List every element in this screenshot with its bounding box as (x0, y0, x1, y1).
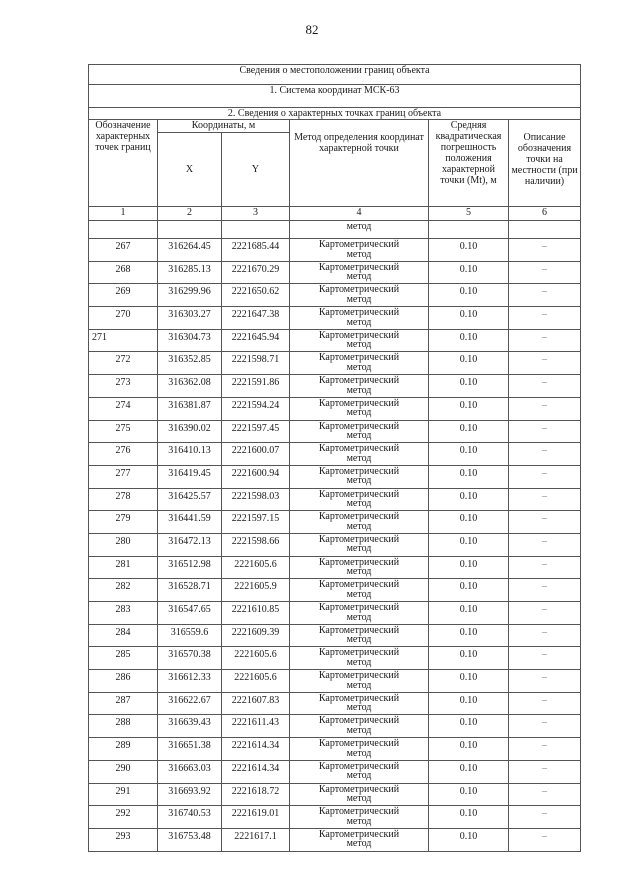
mean-error: 0.10 (429, 602, 509, 625)
point-id: 278 (89, 488, 158, 511)
coord-y: 2221610.85 (222, 602, 290, 625)
point-id: 274 (89, 397, 158, 420)
method-line1: Картометрический (318, 783, 400, 795)
description: – (509, 647, 581, 670)
method-line1: Картометрический (318, 670, 400, 682)
table-row (89, 420, 581, 443)
point-id: 291 (89, 783, 158, 806)
point-id: 277 (89, 465, 158, 488)
coordinate-system: 1. Система координат МСК-63 (89, 85, 581, 108)
coord-x: 316352.85 (158, 352, 222, 375)
coord-y: 2221605.6 (222, 556, 290, 579)
mean-error: 0.10 (429, 556, 509, 579)
table-row (89, 760, 581, 783)
method (290, 738, 429, 761)
coord-x: 316425.57 (158, 488, 222, 511)
coord-x: 316410.13 (158, 443, 222, 466)
coord-x: 316663.03 (158, 760, 222, 783)
point-id: 271 (89, 329, 158, 352)
method (290, 329, 429, 352)
description: – (509, 511, 581, 534)
method-line1: Картометрический (318, 261, 400, 273)
method (290, 239, 429, 262)
method-line2: метод (346, 679, 372, 691)
table-row (89, 533, 581, 556)
method (290, 397, 429, 420)
coord-x: 316651.38 (158, 738, 222, 761)
header-x: X (158, 133, 222, 207)
coord-x: 316547.65 (158, 602, 222, 625)
coord-x: 316639.43 (158, 715, 222, 738)
continuation-row (89, 221, 581, 239)
mean-error: 0.10 (429, 307, 509, 330)
point-id: 288 (89, 715, 158, 738)
mean-error: 0.10 (429, 352, 509, 375)
header-point-designation: Обозначение характерных точек границ (89, 120, 158, 207)
column-number: 1 (89, 207, 158, 221)
coord-y: 2221600.07 (222, 443, 290, 466)
method-line1: Картометрический (318, 624, 400, 636)
method-line1: Картометрический (318, 806, 400, 818)
header-description: Описание обозначения точки на местности (при наличии) (509, 120, 581, 207)
mean-error: 0.10 (429, 624, 509, 647)
table-row (89, 806, 581, 829)
method-line1: Картометрический (318, 692, 400, 704)
coord-x: 316299.96 (158, 284, 222, 307)
mean-error: 0.10 (429, 670, 509, 693)
mean-error: 0.10 (429, 375, 509, 398)
mean-error: 0.10 (429, 284, 509, 307)
method (290, 556, 429, 579)
mean-error: 0.10 (429, 397, 509, 420)
point-id: 289 (89, 738, 158, 761)
point-id: 276 (89, 443, 158, 466)
method-line2: метод (346, 838, 372, 850)
description: – (509, 397, 581, 420)
description: – (509, 420, 581, 443)
boundary-points-table (88, 64, 581, 852)
coord-y: 2221617.1 (222, 828, 290, 851)
description: – (509, 806, 581, 829)
coord-y: 2221607.83 (222, 692, 290, 715)
mean-error: 0.10 (429, 828, 509, 851)
description: – (509, 670, 581, 693)
table-row (89, 329, 581, 352)
method (290, 828, 429, 851)
method-line1: Картометрический (318, 715, 400, 727)
description: – (509, 329, 581, 352)
coord-x: 316264.45 (158, 239, 222, 262)
method-line2: метод (346, 498, 372, 510)
method-line1: Картометрический (318, 556, 400, 568)
description: – (509, 828, 581, 851)
header-method: Метод определения координат характерной точки (290, 120, 429, 207)
coord-y: 2221650.62 (222, 284, 290, 307)
method-line1: Картометрический (318, 488, 400, 500)
mean-error: 0.10 (429, 511, 509, 534)
table-row (89, 239, 581, 262)
table-row (89, 397, 581, 420)
method (290, 488, 429, 511)
method-line1: Картометрический (318, 443, 400, 455)
table-row (89, 670, 581, 693)
coord-y: 2221611.43 (222, 715, 290, 738)
description: – (509, 307, 581, 330)
method-line2: метод (346, 770, 372, 782)
point-id: 267 (89, 239, 158, 262)
description: – (509, 443, 581, 466)
table-row (89, 624, 581, 647)
mean-error: 0.10 (429, 647, 509, 670)
method-line2: метод (346, 248, 372, 260)
coord-y: 2221614.34 (222, 738, 290, 761)
point-id: 286 (89, 670, 158, 693)
table-row (89, 511, 581, 534)
table-row (89, 783, 581, 806)
table-row (89, 261, 581, 284)
coord-y: 2221594.24 (222, 397, 290, 420)
coord-y: 2221670.29 (222, 261, 290, 284)
coord-x: 316285.13 (158, 261, 222, 284)
coord-x: 316441.59 (158, 511, 222, 534)
method-line2: метод (346, 566, 372, 578)
point-id: 282 (89, 579, 158, 602)
coord-y: 2221647.38 (222, 307, 290, 330)
column-number: 6 (509, 207, 581, 221)
coord-y: 2221645.94 (222, 329, 290, 352)
method-line1: Картометрический (318, 828, 400, 840)
description: – (509, 261, 581, 284)
point-id: 287 (89, 692, 158, 715)
coord-y: 2221605.6 (222, 670, 290, 693)
coord-y: 2221605.9 (222, 579, 290, 602)
method-line2: метод (346, 475, 372, 487)
description: – (509, 624, 581, 647)
coord-x: 316570.38 (158, 647, 222, 670)
mean-error: 0.10 (429, 760, 509, 783)
coord-y: 2221597.15 (222, 511, 290, 534)
table-row (89, 692, 581, 715)
method-line1: Картометрический (318, 602, 400, 613)
description: – (509, 488, 581, 511)
method-line2: метод (346, 611, 372, 623)
method (290, 375, 429, 398)
method-line2: метод (346, 793, 372, 804)
table-title: Сведения о местоположении границ объекта (89, 65, 581, 85)
coord-x: 316559.6 (158, 624, 222, 647)
method-line2: метод (346, 407, 372, 419)
table-row (89, 284, 581, 307)
mean-error: 0.10 (429, 533, 509, 556)
coord-y: 2221600.94 (222, 465, 290, 488)
point-id: 283 (89, 602, 158, 625)
description: – (509, 284, 581, 307)
coord-x: 316693.92 (158, 783, 222, 806)
coord-x: 316512.98 (158, 556, 222, 579)
method (290, 670, 429, 693)
mean-error: 0.10 (429, 738, 509, 761)
coord-y: 2221605.6 (222, 647, 290, 670)
method-line1: Картометрический (318, 375, 400, 387)
mean-error: 0.10 (429, 488, 509, 511)
description: – (509, 533, 581, 556)
method-line2: метод (346, 339, 372, 351)
coord-x: 316381.87 (158, 397, 222, 420)
coord-y: 2221618.72 (222, 783, 290, 806)
description: – (509, 239, 581, 262)
header-coordinates: Координаты, м (158, 120, 290, 133)
column-number: 4 (290, 207, 429, 221)
coord-y: 2221591.86 (222, 375, 290, 398)
method (290, 284, 429, 307)
method-line1: Картометрический (318, 329, 400, 341)
table-row (89, 715, 581, 738)
mean-error: 0.10 (429, 715, 509, 738)
method (290, 602, 429, 625)
coord-x: 316390.02 (158, 420, 222, 443)
description: – (509, 352, 581, 375)
column-number: 2 (158, 207, 222, 221)
description: – (509, 579, 581, 602)
coord-y: 2221598.71 (222, 352, 290, 375)
coord-x: 316528.71 (158, 579, 222, 602)
mean-error: 0.10 (429, 239, 509, 262)
method-line2: метод (346, 361, 372, 373)
method (290, 579, 429, 602)
method-line1: Картометрический (318, 307, 400, 319)
method-line2: метод (346, 316, 372, 328)
table-row (89, 828, 581, 851)
point-id: 281 (89, 556, 158, 579)
point-id: 269 (89, 284, 158, 307)
point-id: 293 (89, 828, 158, 851)
method-line1: Картометрический (318, 284, 400, 296)
method-line1: Картометрический (318, 533, 400, 545)
description: – (509, 465, 581, 488)
coord-x: 316740.53 (158, 806, 222, 829)
method-line1: Картометрический (318, 738, 400, 750)
method-line2: метод (346, 702, 372, 714)
method-line1: Картометрический (318, 352, 400, 364)
mean-error: 0.10 (429, 465, 509, 488)
column-number: 3 (222, 207, 290, 221)
method-line1: Картометрический (318, 465, 400, 477)
table-row (89, 488, 581, 511)
coord-x: 316304.73 (158, 329, 222, 352)
method-line1: Картометрический (318, 511, 400, 523)
method (290, 443, 429, 466)
coord-y: 2221614.34 (222, 760, 290, 783)
coord-x: 316753.48 (158, 828, 222, 851)
method-line2: метод (346, 724, 372, 736)
method-line2: метод (346, 815, 372, 827)
coord-x: 316612.33 (158, 670, 222, 693)
coord-x: 316622.67 (158, 692, 222, 715)
point-id: 292 (89, 806, 158, 829)
coord-y: 2221685.44 (222, 239, 290, 262)
coord-x: 316472.13 (158, 533, 222, 556)
method (290, 511, 429, 534)
method-line2: метод (346, 656, 372, 668)
description: – (509, 375, 581, 398)
method-line2: метод (346, 747, 372, 759)
method (290, 420, 429, 443)
header-y: Y (222, 133, 290, 207)
method (290, 533, 429, 556)
method-line2: метод (346, 543, 372, 555)
mean-error: 0.10 (429, 783, 509, 806)
description: – (509, 760, 581, 783)
point-id: 279 (89, 511, 158, 534)
page-number: 82 (305, 22, 319, 37)
mean-error: 0.10 (429, 692, 509, 715)
column-number-row (89, 207, 581, 221)
method-line2: метод (346, 634, 372, 646)
point-id: 273 (89, 375, 158, 398)
coord-y: 2221619.01 (222, 806, 290, 829)
method-line1: Картометрический (318, 760, 400, 772)
method-line2: метод (346, 430, 372, 441)
point-id: 280 (89, 533, 158, 556)
mean-error: 0.10 (429, 806, 509, 829)
point-id: 272 (89, 352, 158, 375)
method-line1: Картометрический (318, 647, 400, 659)
method (290, 715, 429, 738)
coord-y: 2221598.66 (222, 533, 290, 556)
description: – (509, 783, 581, 806)
method-line2: метод (346, 588, 372, 600)
mean-error: 0.10 (429, 443, 509, 466)
continuation-text: метод (290, 221, 429, 239)
method-line2: метод (346, 271, 372, 283)
method (290, 465, 429, 488)
method (290, 352, 429, 375)
mean-error: 0.10 (429, 329, 509, 352)
method (290, 783, 429, 806)
point-id: 275 (89, 420, 158, 443)
method-line2: метод (346, 520, 372, 532)
method-line1: Картометрический (318, 579, 400, 591)
method (290, 806, 429, 829)
coord-y: 2221597.45 (222, 420, 290, 443)
method (290, 760, 429, 783)
method (290, 261, 429, 284)
method-line1: Картометрический (318, 239, 400, 250)
mean-error: 0.10 (429, 261, 509, 284)
method-line1: Картометрический (318, 420, 400, 432)
description: – (509, 738, 581, 761)
description: – (509, 692, 581, 715)
point-id: 268 (89, 261, 158, 284)
method-line2: метод (346, 293, 372, 305)
method (290, 692, 429, 715)
coord-y: 2221609.39 (222, 624, 290, 647)
table-row (89, 375, 581, 398)
mean-error: 0.10 (429, 420, 509, 443)
table-row (89, 579, 581, 602)
method (290, 307, 429, 330)
description: – (509, 556, 581, 579)
description: – (509, 715, 581, 738)
table-row (89, 738, 581, 761)
column-number: 5 (429, 207, 509, 221)
table-row (89, 647, 581, 670)
description: – (509, 602, 581, 625)
table-row (89, 443, 581, 466)
section-heading: 2. Сведения о характерных точках границ объекта (89, 108, 581, 120)
point-id: 285 (89, 647, 158, 670)
table-row (89, 352, 581, 375)
point-id: 270 (89, 307, 158, 330)
point-id: 284 (89, 624, 158, 647)
coord-x: 316419.45 (158, 465, 222, 488)
coord-x: 316362.08 (158, 375, 222, 398)
table-row (89, 307, 581, 330)
method-line1: Картометрический (318, 397, 400, 409)
coord-x: 316303.27 (158, 307, 222, 330)
table-row (89, 556, 581, 579)
point-id: 290 (89, 760, 158, 783)
coord-y: 2221598.03 (222, 488, 290, 511)
method (290, 647, 429, 670)
method-line2: метод (346, 384, 372, 396)
method (290, 624, 429, 647)
mean-error: 0.10 (429, 579, 509, 602)
header-mean-error: Средняя квадратическая погрешность положения характерной точки (Mt), м (429, 120, 509, 207)
table-row (89, 465, 581, 488)
method-line2: метод (346, 452, 372, 464)
table-row (89, 602, 581, 625)
